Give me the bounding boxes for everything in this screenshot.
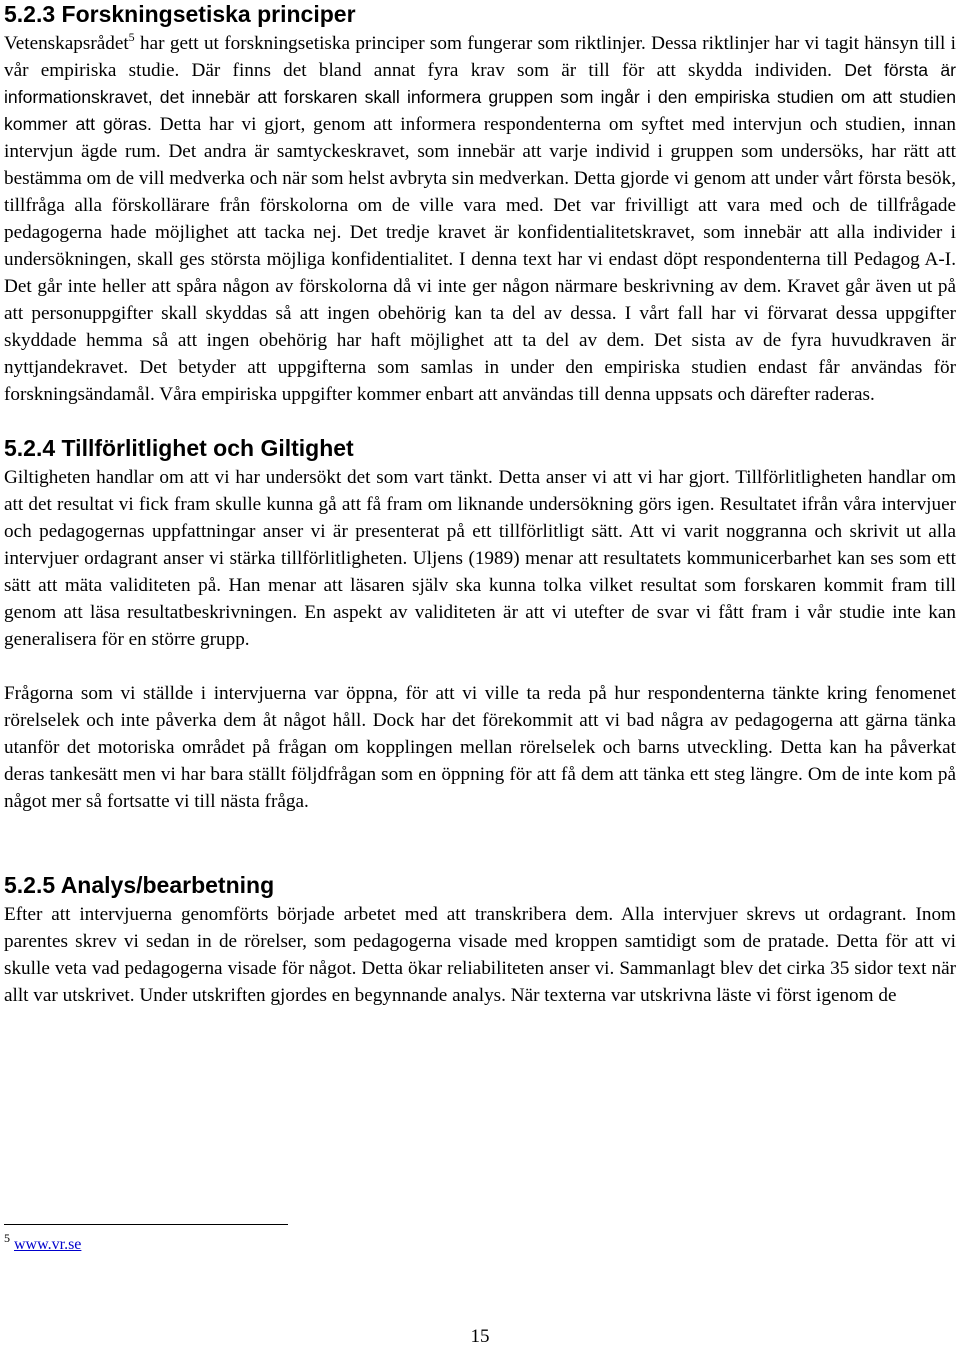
footnote-number: 5 [4, 1230, 10, 1245]
ethics-text-part: Detta har vi gjort, genom att informera respondenterna om syftet med intervjun och studien, innan intervjun ägde rum. Det andra är samtyckeskravet, som innebär att varje individ i gruppen som undersöks, har rätt att bestämma om de vill medverka och när som helst avbryta sin medverkan. Detta gjorde vi genom att under vårt första besök, tillfråga alla förskollärare från förskolorna om de ville vara med. Det var frivilligt att vara med och de tillfrågade pedagogerna hade möjlighet att tacka nej. Det tredje kravet är konfidentialitetskravet, som innebär att alla individer i undersökningen, skall ges största möjliga konfidentialitet. I denna text har vi endast döpt respondenterna till Pedagog A-I. Det går inte heller att spåra någon av förskolorna då vi inte ger någon närmare beskrivning av dem. Kravet går även ut på att personuppgifter skall skyddas så att ingen obehörig kan ta del av dessa. I vårt fall har vi förvarat dessa uppgifter skyddade hemma så att ingen obehörig har haft möjlighet att ta del av dem. Det sista av de fyra huvudkraven är nyttjandekravet. Det betyder att uppgifterna som samlas in under den empiriska studien endast får användas för forskningsändamål. Våra empiriska uppgifter kommer enbart att användas till denna uppsats och därefter raderas. [4, 114, 956, 405]
section-heading-5-2-4: 5.2.4 Tillförlitlighet och Giltighet [4, 435, 354, 461]
footnote [4, 1230, 82, 1254]
section-heading-5-2-5: 5.2.5 Analys/bearbetning [4, 872, 275, 898]
page-number: 15 [470, 1326, 490, 1347]
footnote-divider [4, 1224, 288, 1225]
paragraph-questions: Frågorna som vi ställde i intervjuerna var öppna, för att vi ville ta reda på hur respondenterna tänkte kring fenomenet rörelselek och inte påverka dem åt något håll. Dock har det förekommit att vi bad några av pedagogerna att gärna tänka utanför det motoriska området på frågan om kopplingen mellan rörelselek och barns utveckling. Detta kan ha påverkat deras tankesätt men vi har bara ställt följdfrågan som en öppning för att få dem att tänka ett steg längre. Om de inte kom på något mer så fortsatte vi till nästa fråga. [4, 683, 956, 812]
ethics-text-part-sans: Det första är informationskravet, det innebär att forskaren skall informera gruppen som ingår i den empiriska studien om att studien kommer att göras. [4, 60, 956, 134]
section-heading-5-2-3: 5.2.3 Forskningsetiska principer [4, 1, 356, 27]
footnote-reference[interactable]: 5 [128, 29, 135, 44]
ethics-text-part: Vetenskapsrådet [4, 33, 129, 54]
document-page [4, 0, 956, 1009]
ethics-text-part: har gett ut forskningsetiska principer som fungerar som riktlinjer. Dessa riktlinjer har vi tagit hänsyn till i vår empiriska studie. Där finns det bland annat fyra krav som är till för att skydda individen. [4, 33, 956, 81]
footnote-link[interactable]: www.vr.se [14, 1236, 82, 1253]
paragraph-validity: Giltigheten handlar om att vi har undersökt det som vart tänkt. Detta anser vi att vi har gjort. Tillförlitligheten handlar om att det resultat vi fick fram skulle kunna gå att få fram om liknande undersökning görs igen. Resultatet ifrån våra intervjuer och pedagogernas uppfattningar anser vi är presenterat på ett tillförlitligt sätt. Att vi varit noggranna och skrivit ut alla intervjuer ordagrant anser vi stärka tillförlitligheten. Uljens (1989) menar att resultatets kommunicerbarhet kan ses som ett sätt att mäta validiteten på. Han menar att läsaren själv ska kunna tolka vilket resultat som forskaren kommit fram till genom att läsa resultatbeskrivningen. En aspekt av validiteten är att vi utefter de svar vi fått fram i vår studie inte kan generalisera för en större grupp. [4, 467, 956, 650]
paragraph-analysis: Efter att intervjuerna genomförts började arbetet med att transkribera dem. Alla intervjuer skrevs ut ordagrant. Inom parentes skrev vi sedan in de rörelser, som pedagogerna visade med kroppen samtidigt som de pratade. Detta för att vi skulle veta vad pedagogerna visade för något. Detta ökar reliabiliteten anser vi. Sammanlagt blev det cirka 35 sidor text när allt var utskrivet. Under utskriften gjordes en begynnande analys. När texterna var utskrivna läste vi först igenom de [4, 904, 956, 1006]
paragraph-ethics [4, 30, 956, 408]
